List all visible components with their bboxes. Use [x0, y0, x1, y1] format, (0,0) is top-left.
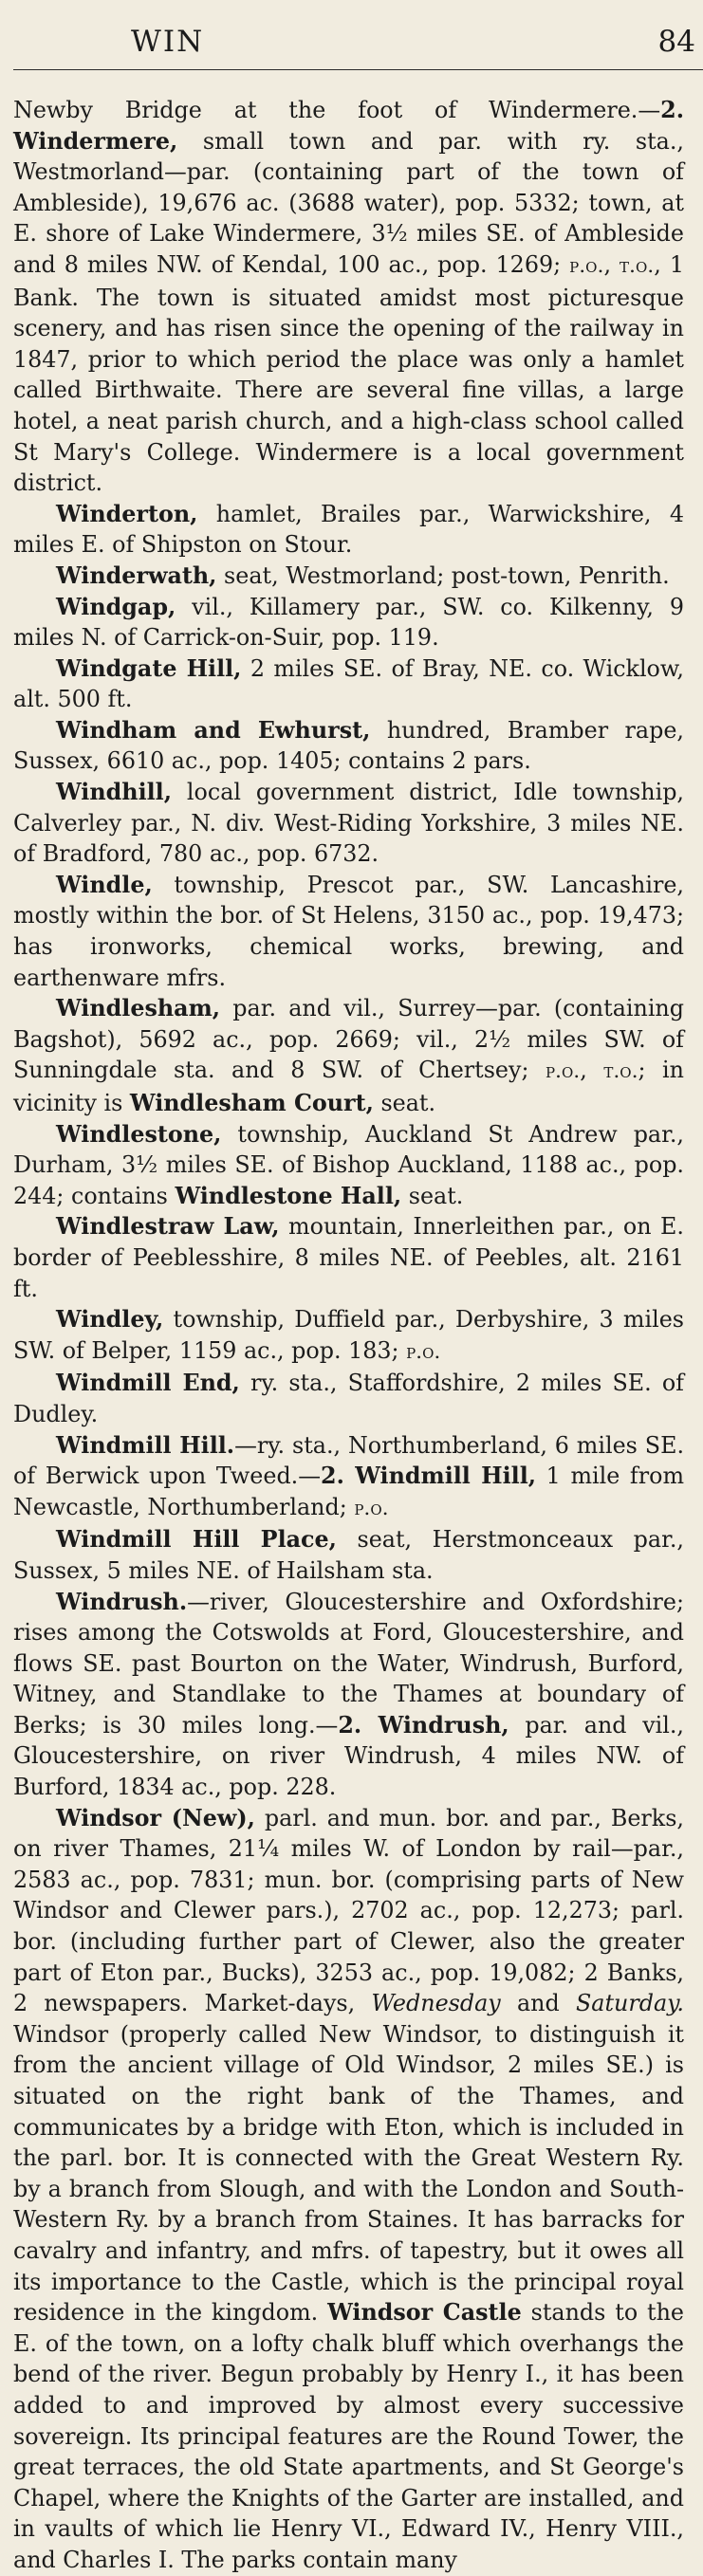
entry-headword: Windley, [56, 1306, 164, 1334]
entry-text: township, Auckland St Andrew par., Durham, 3½ miles SE. of Bishop Auckland, 1188 ac., pop. 244; contains [13, 1120, 684, 1209]
entry-headword: Windlesham, [56, 995, 221, 1022]
entry-text: par. and vil., Gloucestershire, on river Windrush, 4 miles NW. of Burford, 1834 ac., pop. 228. [13, 1711, 684, 1801]
gazetteer-entry [13, 1430, 684, 1525]
entry-text: hundred, Bramber rape, Sussex, 6610 ac., pop. 1405; contains 2 pars. [13, 716, 684, 775]
gazetteer-entry [13, 95, 684, 499]
gazetteer-entry [13, 993, 684, 1118]
abbreviation: p.o. [569, 253, 604, 278]
abbreviation: p.o. [354, 1496, 389, 1520]
entry-text: township, Duffield par., Derbyshire, 3 miles SW. of Belper, 1159 ac., pop. 183; [13, 1306, 684, 1364]
entry-text: seat. [373, 1090, 436, 1116]
entry-text: vil., Killamery par., SW. co. Kilkenny, 9 miles N. of Carrick-on-Suir, pop. 119. [13, 593, 684, 652]
abbreviation: p.o. [545, 1059, 581, 1084]
entry-text: ry. sta., Staffordshire, 2 miles SE. of Dudley. [13, 1370, 684, 1427]
italic-text: Saturday. [575, 1990, 684, 2017]
entry-text: mountain, Innerleithen par., on E. border of Peeblesshire, 8 miles NE. of Peebles, alt. 2161 ft. [13, 1213, 684, 1302]
entry-text: par. and vil., Surrey—par. (containing Bagshot), 5692 ac., pop. 2669; vil., 2½ miles SW. of Sunningdale sta. and 8 SW. of Chertsey; [13, 995, 684, 1084]
entry-headword: Windham and Ewhurst, [56, 716, 371, 744]
gazetteer-entry [13, 592, 684, 653]
gazetteer-entry [13, 561, 684, 592]
entry-text: township, Prescot par., SW. Lancashire, mostly within the bor. of St Helens, 3150 ac., pop. 19,473; has ironworks, chemical works, brewing, and earthenware mfrs. [13, 871, 684, 991]
entry-text: hamlet, Brailes par., Warwickshire, 4 miles E. of Shipston on Stour. [13, 500, 684, 559]
entry-headword: Windsor Castle [327, 2299, 522, 2327]
entry-text: ; in vicinity is [13, 1057, 684, 1116]
entry-headword: Windle, [56, 871, 153, 898]
gazetteer-entry [13, 870, 684, 993]
entry-headword: Windlestone Hall, [175, 1182, 402, 1209]
entry-headword: 2. Windmill Hill, [321, 1463, 537, 1490]
page-number: 84 [657, 25, 695, 59]
entry-headword: 2. Windermere, [13, 97, 684, 155]
running-head: WIN [131, 25, 205, 59]
gazetteer-entry [13, 1368, 684, 1429]
entry-text: stands to the E. of the town, on a lofty chalk bluff which overhangs the bend of the river. Begun probably by Henry I., it has been added to and improved by almost every successive sovereign. Its principal features are the Round Tower, the great terraces, the old State apartments, and St George's Chapel, where the Knights of the Garter are installed, and in vaults of which lie Henry VI., Edward IV., Henry VIII., and Charles I. The parks contain many [13, 2299, 685, 2573]
entry-text: —ry. sta., Northumberland, 6 miles SE. of Berwick upon Tweed.— [13, 1431, 685, 1490]
page-header [13, 0, 695, 63]
gazetteer-entry [13, 1524, 684, 1586]
gazetteer-entry [13, 653, 684, 715]
abbreviation: t.o. [603, 1059, 638, 1084]
entry-headword: Windmill End, [56, 1370, 240, 1397]
entry-text: seat, Herstmonceaux par., Sussex, 5 miles NE. of Hailsham sta. [13, 1526, 684, 1584]
entry-text: and [500, 1990, 576, 2017]
entry-text: —river, Gloucestershire and Oxfordshire; rises among the Cotswolds at Ford, Gloucestershire, and flows SE. past Bourton on the Water, Windrush, Burford, Witney, and Standlake to the Thames at boundary of Berks; is 30 miles long.— [13, 1588, 684, 1739]
entry-headword: Winderwath, [56, 561, 217, 589]
entry-text: local government district, Idle township, Calverley par., N. div. West-Riding Yorkshire, 3 miles NE. of Bradford, 780 ac., pop. 6732. [13, 779, 684, 868]
gazetteer-entry [13, 777, 684, 870]
entry-text: 1 mile from Newcastle, Northumberland; [13, 1463, 685, 1520]
entry-headword: Windmill Hill. [56, 1431, 235, 1459]
abbreviation: p.o. [406, 1339, 441, 1364]
entry-text: Newby Bridge at the foot of Windermere.— [13, 97, 661, 123]
entry-text: Windsor (properly called New Windsor, to distinguish it from the ancient village of Old Windsor, 2 miles SE.) is situated on the right bank of the Thames, and communicates by a bridge with Eton, which is included in the parl. bor. It is connected with the Great Western Ry. by a branch from Slough, and with the London and South-Western Ry. by a branch from Staines. It has barracks for cavalry and infantry, and mfrs. of tapestry, but it owes all its importance to the Castle, which is the principal royal residence in the kingdom. [13, 2020, 684, 2327]
entry-text: seat. [401, 1182, 464, 1209]
header-rule [13, 69, 703, 70]
entry-text: 2 miles SE. of Bray, NE. co. Wicklow, alt. 500 ft. [13, 654, 684, 713]
entries-column [13, 95, 684, 2576]
gazetteer-entry [13, 1211, 684, 1304]
entry-headword: Windlestraw Law, [56, 1213, 280, 1241]
entry-text: , 1 Bank. The town is situated amidst most picturesque scenery, and has risen since the opening of the railway in 1847, prior to which period the place was only a hamlet called Birthwaite. There are several fine villas, a large hotel, a neat parish church, and a high-class school called St Mary's College. Windermere is a local government district. [13, 250, 684, 497]
gazetteer-entry [13, 1304, 684, 1368]
entry-headword: Windrush. [56, 1588, 188, 1615]
entry-text: , [580, 1057, 604, 1084]
entry-headword: Windgap, [56, 593, 176, 620]
entry-headword: Windhill, [56, 779, 172, 806]
gazetteer-entry [13, 1119, 684, 1212]
entry-headword: Windsor (New), [56, 1804, 255, 1831]
entry-headword: Windmill Hill Place, [56, 1526, 337, 1554]
gazetteer-entry [13, 1803, 684, 2576]
entry-headword: Winderton, [56, 500, 198, 527]
gazetteer-entry [13, 499, 684, 561]
entry-headword: Windgate Hill, [56, 654, 242, 682]
gazetteer-entry [13, 715, 684, 777]
entry-text: seat, Westmorland; post-town, Penrith. [216, 561, 670, 589]
italic-text: Wednesday [371, 1990, 501, 2017]
entry-text: , [603, 250, 620, 278]
entry-text: small town and par. with ry. sta., Westmorland—par. (containing part of the town of Ambleside), 19,676 ac. (3688 water), pop. 5332; town, at E. shore of Lake Windermere, 3½ miles SE. of Ambleside and 8 miles NW. of Kendal, 100 ac., pop. 1269; [13, 127, 684, 278]
entry-text: parl. and mun. bor. and par., Berks, on river Thames, 21¼ miles W. of London by rail—par., 2583 ac., pop. 7831; mun. bor. (comprising parts of New Windsor and Clewer pars.), 2702 ac., pop. 12,273; parl. bor. (including further part of Clewer, also the greater part of Eton par., Bucks), 3253 ac., pop. 19,082; 2 Banks, 2 newspapers. Market-days, [13, 1804, 684, 2017]
gazetteer-entry [13, 1587, 684, 1803]
abbreviation: t.o. [620, 253, 655, 278]
entry-headword: Windlesham Court, [129, 1090, 374, 1116]
entry-headword: Windlestone, [56, 1120, 222, 1148]
entry-headword: 2. Windrush, [338, 1711, 509, 1739]
